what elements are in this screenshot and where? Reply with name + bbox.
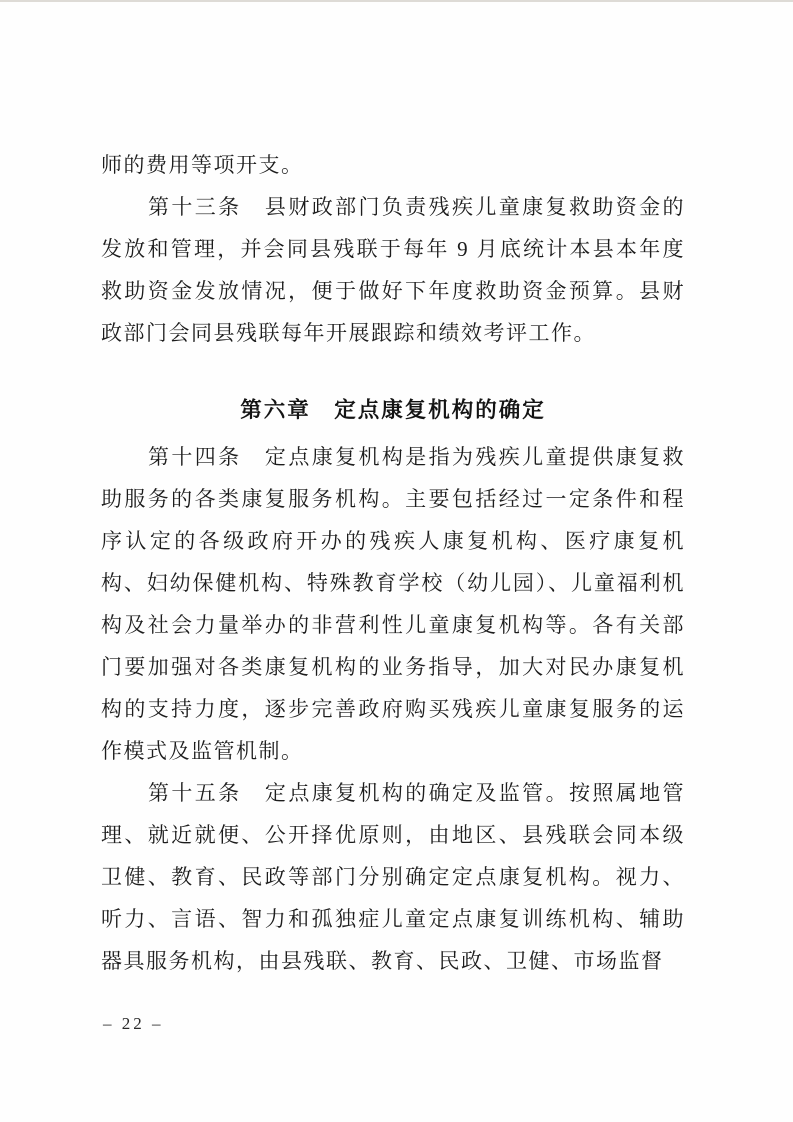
article-13-paragraph: 第十三条 县财政部门负责残疾儿童康复救助资金的发放和管理，并会同县残联于每年 9 月底统计本县本年度救助资金发放情况，便于做好下年度救助资金预算。县财政部门会同县残联每年开展跟踪和绩效考评工作。	[101, 195, 685, 345]
document-body	[101, 144, 685, 982]
scan-edge-line	[0, 0, 793, 2]
page-number: – 22 –	[103, 1014, 164, 1033]
article-15-paragraph: 第十五条 定点康复机构的确定及监管。按照属地管理、就近就便、公开择优原则，由地区、县残联会同本级卫健、教育、民政等部门分别确定定点康复机构。视力、听力、言语、智力和孤独症儿童定点康复训练机构、辅助器具服务机构，由县残联、教育、民政、卫健、市场监督	[101, 781, 685, 973]
article-14-paragraph: 第十四条 定点康复机构是指为残疾儿童提供康复救助服务的各类康复服务机构。主要包括经过一定条件和程序认定的各级政府开办的残疾人康复机构、医疗康复机构、妇幼保健机构、特殊教育学校（幼儿园）、儿童福利机构及社会力量举办的非营利性儿童康复机构等。各有关部门要加强对各类康复机构的业务指导，加大对民办康复机构的支持力度，逐步完善政府购买残疾儿童康复服务的运作模式及监管机制。	[101, 445, 685, 763]
paragraph-continuation: 师的费用等项开支。	[101, 153, 304, 177]
chapter-6-heading: 第六章 定点康复机构的确定	[240, 398, 546, 422]
